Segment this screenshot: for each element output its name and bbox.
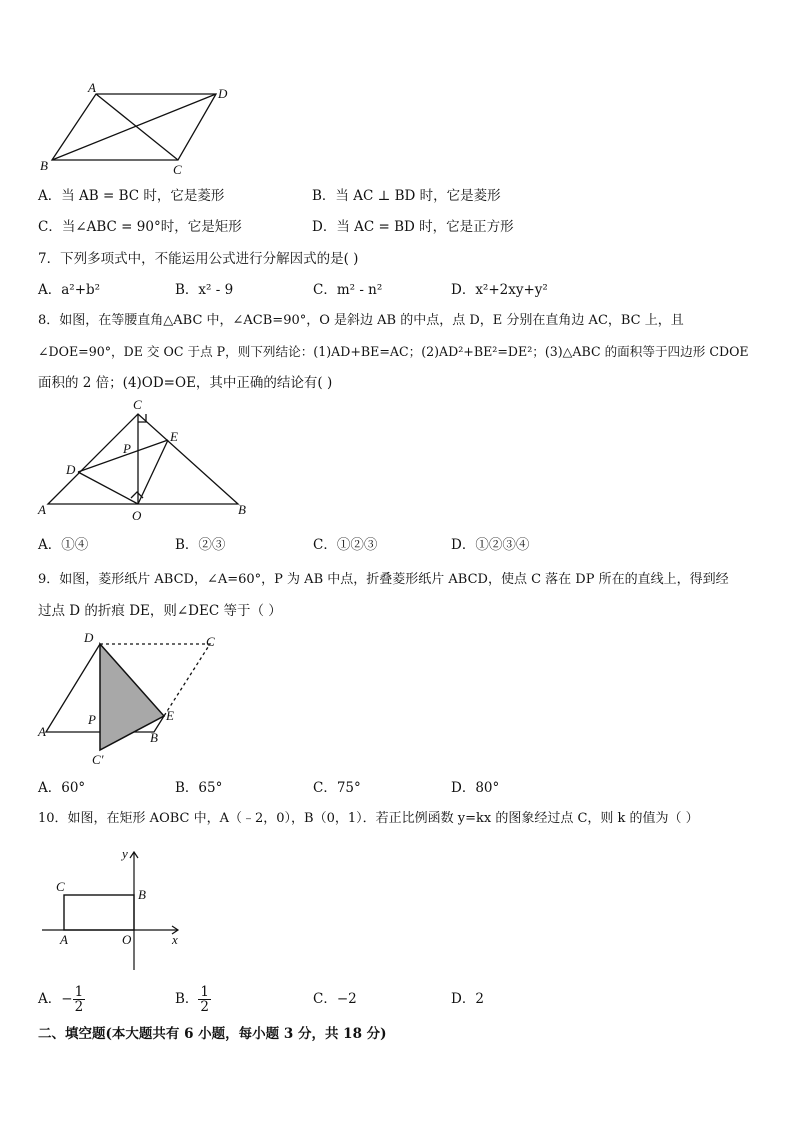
q6-label-d: D (218, 86, 228, 101)
q10-option-c: C．−2 (313, 991, 357, 1007)
q8-label-b: B (238, 502, 246, 517)
rectangle-aobc (64, 895, 134, 930)
q8-stem-line2: ∠DOE=90°，DE 交 OC 于点 P，则下列结论：(1)AD+BE=AC；(2)AD²+BE²=DE²；(3)△ABC 的面积等于四边形 CDOE (38, 344, 749, 359)
q8-stem-line1: 8．如图，在等腰直角△ABC 中，∠ACB=90°，O 是斜边 AB 的中点，点 D，E 分别在直角边 AC，BC 上，且 (38, 313, 684, 328)
right-angle-mark-o (131, 492, 143, 498)
q6-option-d: D．当 AC = BD 时，它是正方形 (312, 219, 514, 235)
q6-option-c: C．当∠ABC = 90°时，它是矩形 (38, 219, 242, 235)
q10-option-a-fraction (73, 985, 86, 1014)
q8-option-a: A．①④ (38, 537, 89, 553)
q10-stem: 10．如图，在矩形 AOBC 中，A（﹣2，0），B（0，1）．若正比例函数 y=kx 的图象经过点 C，则 k 的值为（ ） (38, 811, 699, 826)
q8-label-d: D (66, 462, 76, 477)
q9-label-b: B (150, 730, 158, 745)
triangle-abc (48, 414, 238, 504)
q9-stem-line1: 9．如图，菱形纸片 ABCD，∠A=60°，P 为 AB 中点，折叠菱形纸片 ABCD，使点 C 落在 DP 所在的直线上，得到经 (38, 572, 729, 587)
q8-label-a: A (38, 502, 46, 517)
q9-label-d: D (84, 630, 94, 645)
q8-label-p: P (123, 441, 131, 456)
segment-od (78, 472, 138, 504)
q10-option-d: D．2 (451, 991, 484, 1007)
q9-label-p: P (88, 712, 96, 727)
q6-label-c: C (173, 162, 182, 177)
q8-label-e: E (170, 429, 178, 444)
q9-label-e: E (166, 708, 174, 723)
q7-option-b: B．x² - 9 (175, 282, 234, 298)
q6-label-b: B (40, 158, 48, 173)
q9-option-d: D．80° (451, 780, 500, 796)
q10-option-a-prefix: A．− (38, 991, 73, 1007)
q6-parallelogram-figure (30, 78, 240, 178)
q10-label-x: x (172, 932, 178, 947)
q7-option-a: A．a²+b² (38, 282, 101, 298)
q8-option-c: C．①②③ (313, 537, 378, 553)
q9-label-c-prime: C′ (92, 752, 104, 767)
q10-coordinate-figure (36, 844, 196, 974)
q6-label-a: A (88, 80, 96, 95)
q7-option-d: D．x²+2xy+y² (451, 282, 548, 298)
q9-stem-line2: 过点 D 的折痕 DE，则∠DEC 等于（ ） (38, 603, 282, 619)
q7-option-c: C．m² - n² (313, 282, 383, 298)
diagonal-ac (96, 94, 178, 160)
q9-label-a: A (38, 724, 46, 739)
q8-label-c: C (133, 397, 142, 412)
q9-rhombus-figure (30, 628, 230, 770)
diagonal-bd (52, 94, 216, 160)
q10-option-b-denominator: 2 (200, 999, 210, 1015)
q10-label-y: y (122, 846, 128, 861)
q7-stem: 7．下列多项式中，不能运用公式进行分解因式的是( ) (38, 251, 359, 267)
q10-label-b: B (138, 887, 146, 902)
q10-label-a: A (60, 932, 68, 947)
q8-label-o: O (132, 508, 142, 523)
section-2-heading: 二、填空题(本大题共有 6 小题，每小题 3 分，共 18 分) (38, 1026, 387, 1042)
q10-option-a-numerator: 1 (74, 984, 84, 1000)
q9-label-c: C (206, 634, 215, 649)
q8-option-d: D．①②③④ (451, 537, 530, 553)
q6-option-a: A．当 AB = BC 时，它是菱形 (38, 188, 225, 204)
q8-triangle-figure (32, 394, 257, 524)
q10-option-a (38, 984, 85, 1014)
q10-label-o: O (122, 932, 132, 947)
q8-option-b: B．②③ (175, 537, 226, 553)
q9-option-c: C．75° (313, 780, 361, 796)
q8-stem-line3: 面积的 2 倍；(4)OD=OE，其中正确的结论有( ) (38, 375, 333, 391)
q10-option-b-prefix: B． (175, 991, 199, 1007)
q10-option-b (175, 984, 211, 1014)
q6-option-b: B．当 AC ⊥ BD 时，它是菱形 (312, 188, 501, 204)
q10-option-b-numerator: 1 (200, 984, 210, 1000)
q9-option-a: A．60° (38, 780, 86, 796)
q10-option-b-fraction (198, 985, 211, 1014)
q9-option-b: B．65° (175, 780, 223, 796)
q10-option-a-denominator: 2 (74, 999, 84, 1015)
q10-label-c: C (56, 879, 65, 894)
